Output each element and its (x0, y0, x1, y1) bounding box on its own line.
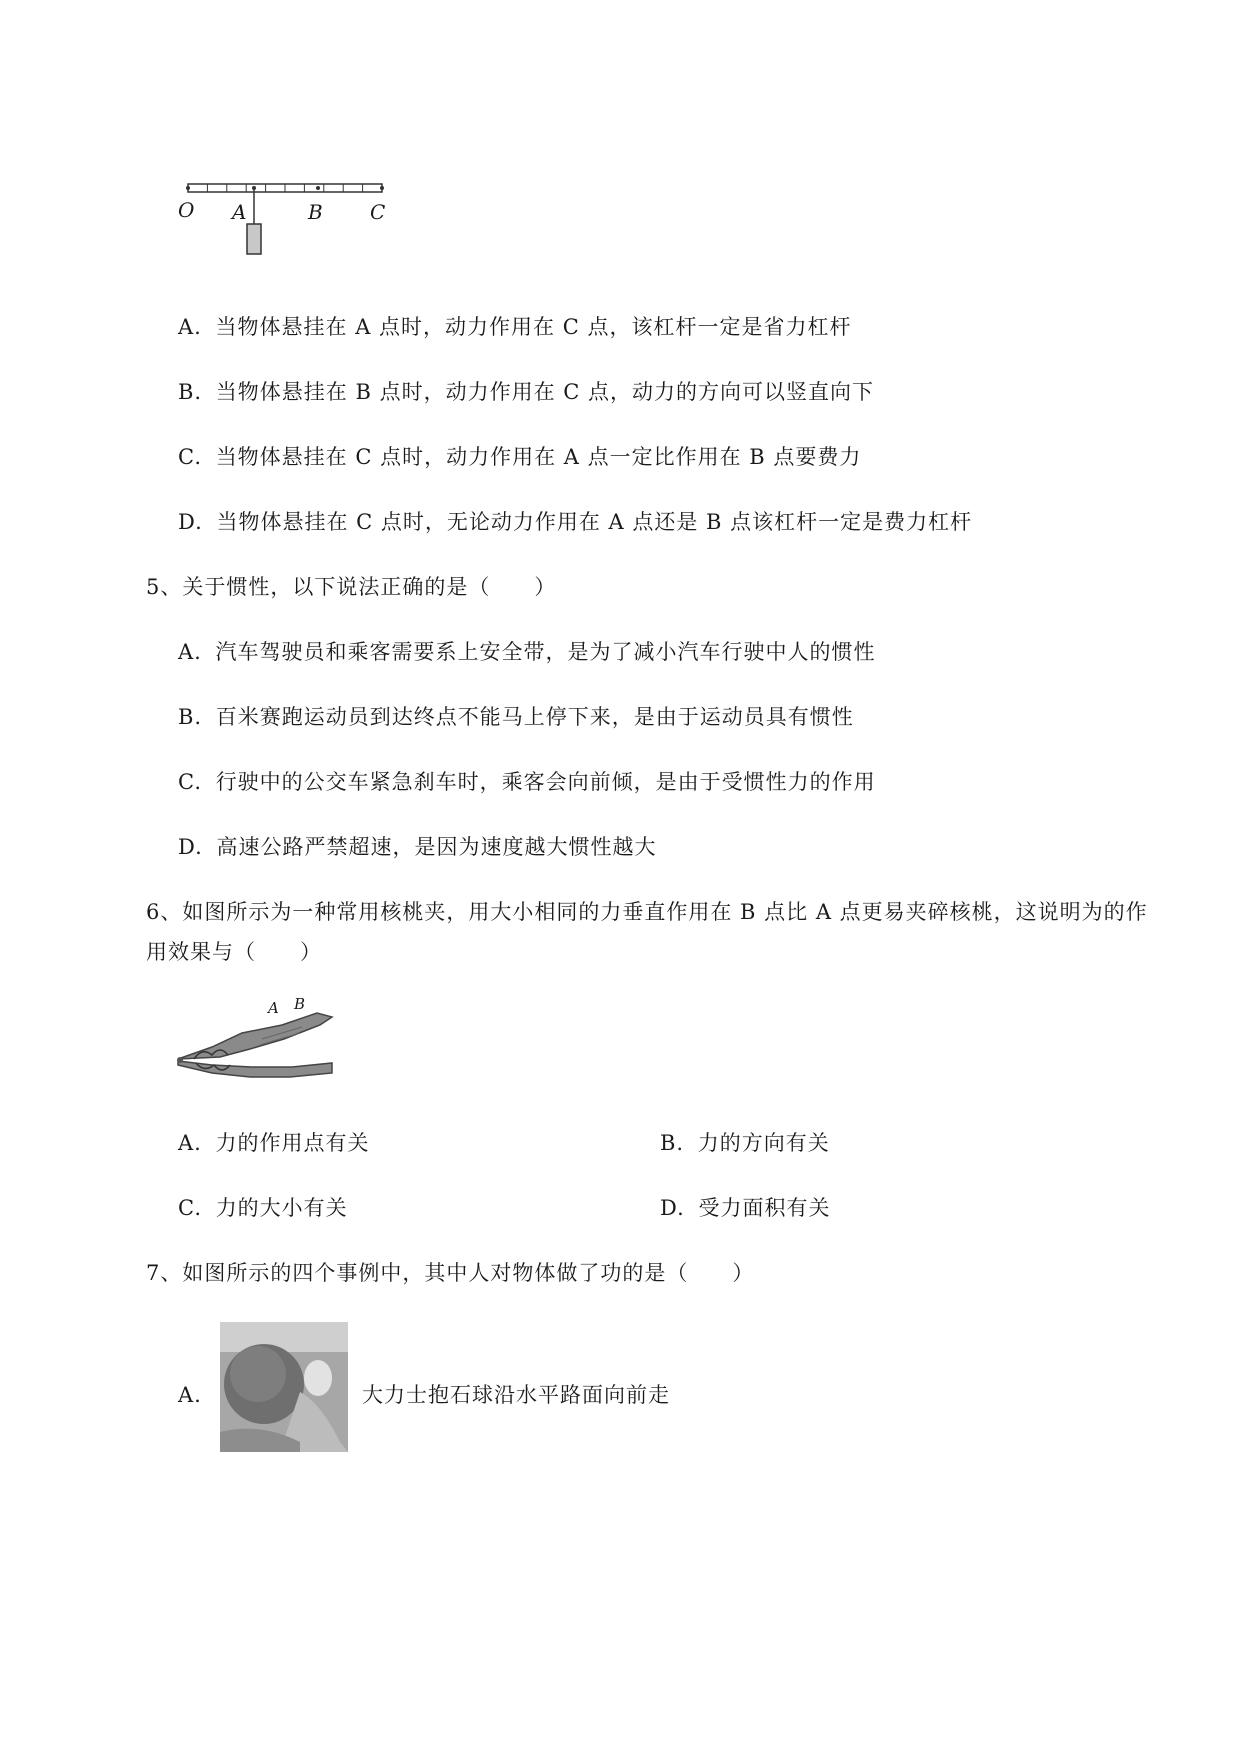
option-letter: D. (178, 835, 203, 859)
option-text: 当物体悬挂在 B 点时，动力作用在 C 点，动力的方向可以竖直向下 (215, 380, 874, 404)
option-letter: C. (178, 445, 202, 469)
option-letter: B. (178, 380, 203, 404)
option-text: 受力面积有关 (698, 1196, 831, 1220)
lever-label-o: O (178, 198, 195, 222)
option-letter: A. (178, 640, 202, 664)
strongman-photo (220, 1322, 348, 1452)
q5-option-b (178, 702, 854, 732)
lever-diagram (170, 170, 400, 270)
option-letter: C. (178, 770, 202, 794)
option-letter: B. (660, 1131, 685, 1155)
q6-stem-line2: 用效果与（ ） (146, 940, 322, 964)
q6-option-d (660, 1193, 830, 1223)
option-letter: A. (178, 1131, 202, 1155)
option-text: 力的作用点有关 (215, 1131, 370, 1155)
q7-stem: 7、如图所示的四个事例中，其中人对物体做了功的是（ ） (146, 1261, 755, 1285)
q7-option-a-letter: A. (178, 1383, 202, 1407)
q5-option-d (178, 832, 656, 862)
q4-option-c (178, 442, 861, 472)
option-text: 当物体悬挂在 C 点时，动力作用在 A 点一定比作用在 B 点要费力 (215, 445, 862, 469)
option-letter: C. (178, 1196, 202, 1220)
option-text: 百米赛跑运动员到达终点不能马上停下来，是由于运动员具有惯性 (215, 705, 854, 729)
option-text: 力的大小有关 (215, 1196, 348, 1220)
q6-stem-line1: 6、如图所示为一种常用核桃夹，用大小相同的力垂直作用在 B 点比 A 点更易夹碎核桃，这说明为的作 (146, 900, 1148, 924)
nutcracker-image (172, 995, 342, 1085)
strongman-image (220, 1322, 348, 1452)
lever-label-a: A (232, 200, 247, 224)
q4-option-d (178, 507, 972, 537)
option-text: 高速公路严禁超速，是因为速度越大惯性越大 (216, 835, 657, 859)
option-text: 汽车驾驶员和乘客需要系上安全带，是为了减小汽车行驶中人的惯性 (215, 640, 876, 664)
lever-label-b: B (308, 200, 323, 224)
option-text: 当物体悬挂在 C 点时，无论动力作用在 A 点还是 B 点该杠杆一定是费力杠杆 (216, 510, 973, 534)
q6-option-c (178, 1193, 348, 1223)
q5-option-c (178, 767, 876, 797)
option-letter: D. (178, 510, 203, 534)
q4-option-b (178, 377, 874, 407)
q5-stem: 5、关于惯性，以下说法正确的是（ ） (146, 575, 557, 599)
q7-option-a-text: 大力士抱石球沿水平路面向前走 (362, 1383, 670, 1407)
nutcracker-label-b: B (294, 995, 306, 1013)
lever-label-c: C (370, 200, 386, 224)
q6-option-a (178, 1128, 370, 1158)
option-letter: A. (178, 315, 202, 339)
option-letter: D. (660, 1196, 685, 1220)
option-letter: B. (178, 705, 203, 729)
option-text: 力的方向有关 (697, 1131, 830, 1155)
option-text: 当物体悬挂在 A 点时，动力作用在 C 点，该杠杆一定是省力杠杆 (215, 315, 852, 339)
lever-figure (170, 170, 400, 270)
q5-option-a (178, 637, 876, 667)
q4-option-a (178, 312, 851, 342)
nutcracker-figure (172, 995, 342, 1085)
q6-option-b (660, 1128, 830, 1158)
option-text: 行驶中的公交车紧急刹车时，乘客会向前倾，是由于受惯性力的作用 (215, 770, 876, 794)
nutcracker-label-a: A (268, 999, 279, 1017)
